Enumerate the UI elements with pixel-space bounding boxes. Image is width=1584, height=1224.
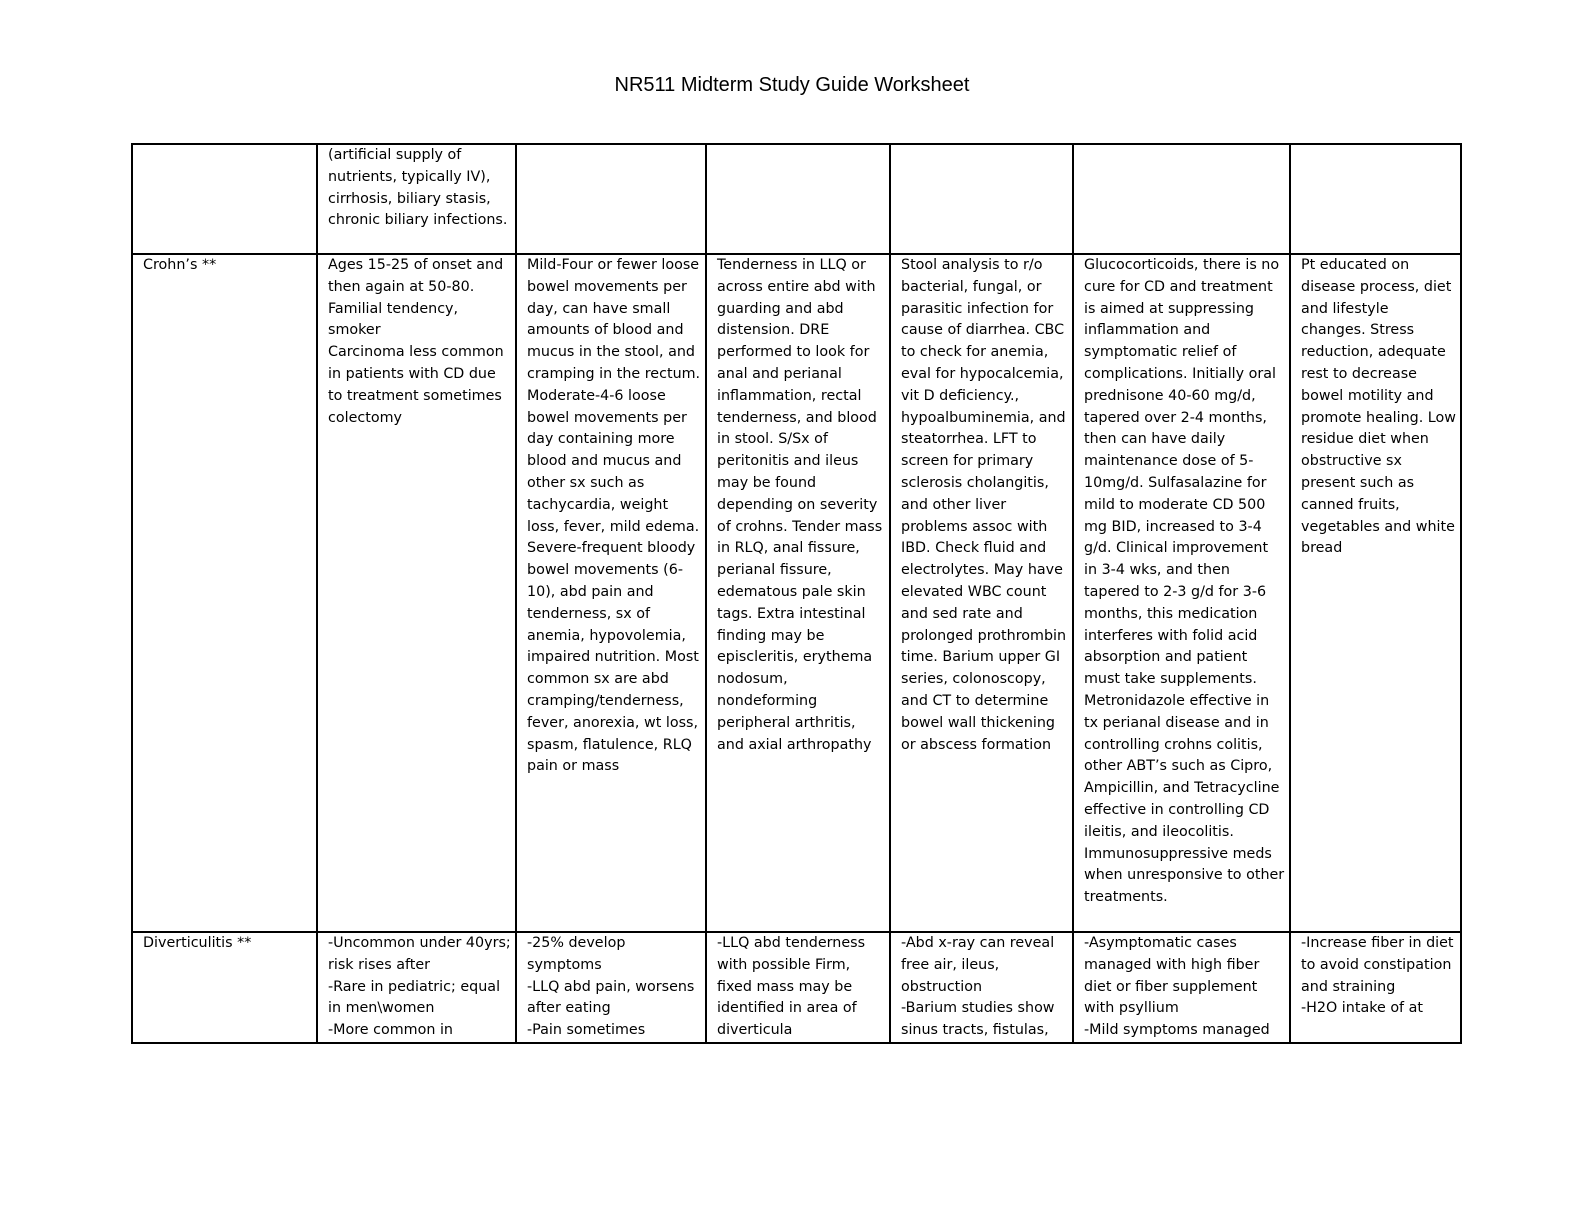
table-row (132, 144, 1461, 254)
table-cell: Stool analysis to r/o bacterial, fungal, or parasitic infection for cause of diarrhea. CBC to check for anemia, eval for hypocalcemia, vit D deficiency., hypoalbuminemia, and steatorrhea. LFT to screen for primary sclerosis cholangitis, and other liver problems assoc with IBD. Check fluid and electrolytes. May have elevated WBC count and sed rate and prolonged prothrombin time. Barium upper GI series, colonoscopy, and CT to determine bowel wall thickening or abscess formation (890, 254, 1073, 932)
table-row (132, 932, 1461, 1043)
table-cell: Glucocorticoids, there is no cure for CD and treatment is aimed at suppressing inflammation and symptomatic relief of complications. Initially oral prednisone 40-60 mg/d, tapered over 2-4 months, then can have daily maintenance dose of 5-10mg/d. Sulfasalazine for mild to moderate CD 500 mg BID, increased to 3-4 g/d. Clinical improvement in 3-4 wks, and then tapered to 2-3 g/d for 3-6 months, this medication interferes with folid acid absorption and patient must take supplements. Metronidazole effective in tx perianal disease and in controlling crohns colitis, other ABT’s such as Cipro, Ampicillin, and Tetracycline effective in controlling CD ileitis, and ileocolitis. Immunosuppressive meds when unresponsive to other treatments. (1073, 254, 1290, 932)
table-cell (1290, 144, 1461, 254)
table-cell: -25% develop symptoms -LLQ abd pain, worsens after eating -Pain sometimes (516, 932, 706, 1043)
condition-name-cell: Diverticulitis ** (132, 932, 317, 1043)
condition-name-cell: Crohn’s ** (132, 254, 317, 932)
table-cell: -Asymptomatic cases managed with high fiber diet or fiber supplement with psyllium -Mild symptoms managed (1073, 932, 1290, 1043)
table-cell: Tenderness in LLQ or across entire abd with guarding and abd distension. DRE performed to look for anal and perianal inflammation, rectal tenderness, and blood in stool. S/Sx of peritonitis and ileus may be found depending on severity of crohns. Tender mass in RLQ, anal fissure, perianal fissure, edematous pale skin tags. Extra intestinal finding may be episcleritis, erythema nodosum, nondeforming peripheral arthritis, and axial arthropathy (706, 254, 890, 932)
table-cell (706, 144, 890, 254)
table-cell (1073, 144, 1290, 254)
table-cell: Mild-Four or fewer loose bowel movements per day, can have small amounts of blood and mucus in the stool, and cramping in the rectum. Moderate-4-6 loose bowel movements per day containing more blood and mucus and other sx such as tachycardia, weight loss, fever, mild edema. Severe-frequent bloody bowel movements (6-10), abd pain and tenderness, sx of anemia, hypovolemia, impaired nutrition. Most common sx are abd cramping/tenderness, fever, anorexia, wt loss, spasm, flatulence, RLQ pain or mass (516, 254, 706, 932)
table-cell: (artificial supply of nutrients, typically IV), cirrhosis, biliary stasis, chronic biliary infections. (317, 144, 516, 254)
table-cell: -LLQ abd tenderness with possible Firm, fixed mass may be identified in area of diverticula (706, 932, 890, 1043)
table-cell: Pt educated on disease process, diet and lifestyle changes. Stress reduction, adequate rest to decrease bowel motility and promote healing. Low residue diet when obstructive sx present such as canned fruits, vegetables and white bread (1290, 254, 1461, 932)
study-guide-table (131, 143, 1462, 1044)
table-cell: -Abd x-ray can reveal free air, ileus, obstruction -Barium studies show sinus tracts, fistulas, (890, 932, 1073, 1043)
table-cell: -Uncommon under 40yrs; risk rises after -Rare in pediatric; equal in men\women -More common in (317, 932, 516, 1043)
table-row (132, 254, 1461, 932)
table-cell (516, 144, 706, 254)
table-cell: -Increase fiber in diet to avoid constipation and straining -H2O intake of at (1290, 932, 1461, 1043)
table-cell (890, 144, 1073, 254)
table-cell: Ages 15-25 of onset and then again at 50-80. Familial tendency, smoker Carcinoma less common in patients with CD due to treatment sometimes colectomy (317, 254, 516, 932)
page-title: NR511 Midterm Study Guide Worksheet (614, 74, 970, 96)
table-cell (132, 144, 317, 254)
